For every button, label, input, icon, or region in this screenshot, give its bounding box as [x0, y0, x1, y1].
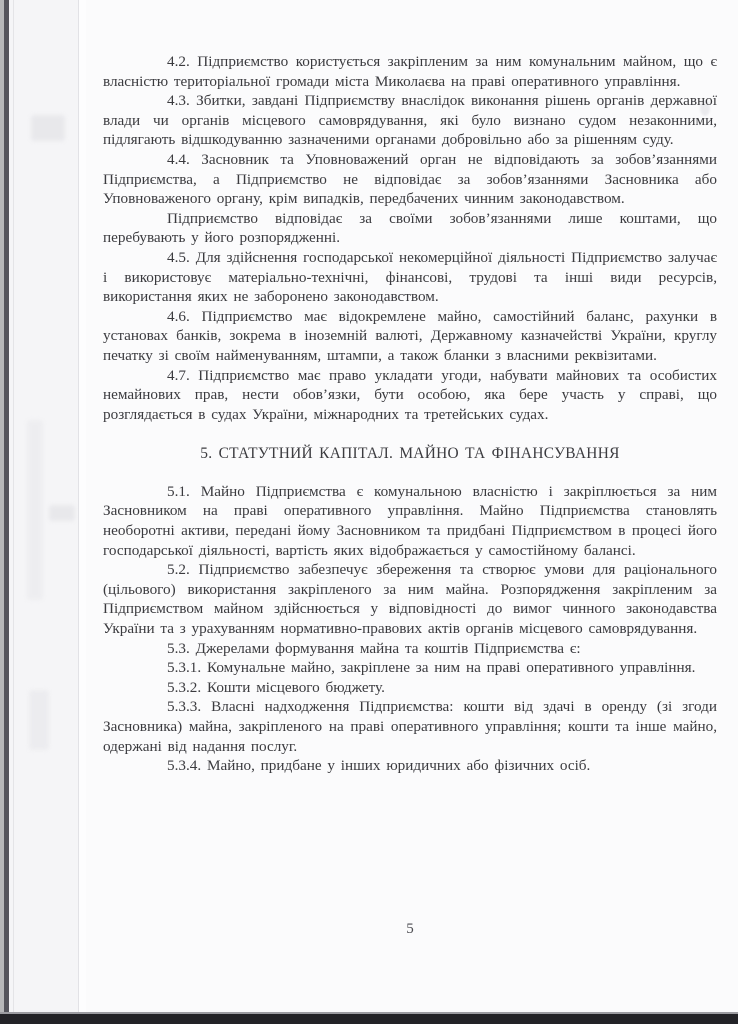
- document-paragraph: 4.3. Збитки, завдані Підприємству внаслідок виконання рішень органів державної влади чи органів місцевого самоврядування, які було визнано судом незаконними, підлягають відшкодуванню зазначеними органами добровільно або за рішенням суду.: [103, 92, 717, 149]
- underlying-page-edge: [9, 0, 78, 1024]
- page-number: 5: [406, 921, 414, 937]
- document-paragraph: 4.6. Підприємство має відокремлене майно, самостійний баланс, рахунки в установах банків, зокрема в іноземній валюті, Державному казначействі України, круглу печатку зі своїм найменуванням, штампи, а також бланки з власними реквізитами.: [103, 307, 717, 364]
- scan-artifact: [49, 505, 75, 521]
- document-paragraph: 5.3.1. Комунальне майно, закріплене за ним на праві оперативного управління.: [167, 659, 696, 677]
- document-paragraph: 5.3. Джерелами формування майна та коштів Підприємства є:: [167, 639, 581, 657]
- document-paragraph: 4.7. Підприємство має право укладати угоди, набувати майнових та особистих немайнових прав, нести обов’язки, бути особою, яка бере участь у справі, що розглядається в судах України, міжнародних та третейських судах.: [103, 366, 717, 423]
- document-body: [103, 52, 717, 776]
- document-paragraph: 4.2. Підприємство користується закріпленим за ним комунальним майном, що є власністю територіальної громади міста Миколаєва на праві оперативного управління.: [103, 53, 717, 90]
- page-fold-highlight: [79, 0, 86, 1024]
- document-paragraph: 5.2. Підприємство забезпечує збереження та створює умови для раціонального (цільового) використання закріпленого за ним майна. Розпорядження закріпленим за Підприємством майном здійснюється у відповідності до вимог чинного законодавства України та з урахуванням нормативно-правових актів органів місцевого самоврядування.: [103, 561, 717, 638]
- document-paragraph: 5.3.4. Майно, придбане у інших юридичних або фізичних осіб.: [167, 757, 591, 775]
- document-paragraph: 4.4. Засновник та Уповноважений орган не відповідають за зобов’язаннями Підприємства, а Підприємство не відповідає за зобов’язаннями Засновника або Уповноваженого органу, крім випадків, передбачених чинним законодавством.: [103, 150, 717, 208]
- charter-sections-4: [103, 52, 717, 424]
- charter-sections-5: [103, 482, 717, 776]
- document-paragraph: Підприємство відповідає за своїми зобов’язаннями лише коштами, що перебувають у його розпорядженні.: [103, 209, 717, 247]
- scan-artifact: [31, 115, 65, 141]
- scan-bottom-band: [0, 1014, 738, 1024]
- document-paragraph: 5.3.2. Кошти місцевого бюджету.: [167, 678, 385, 696]
- document-paragraph: 5.3.3. Власні надходження Підприємства: кошти від здачі в оренду (зі згоди Засновника) майна, закріпленого на праві оперативного управління; кошти та інше майно, одержані від надання послуг.: [103, 698, 717, 755]
- document-paragraph: 5.1. Майно Підприємства є комунальною власністю і закріплюється за ним Засновником на праві оперативного управління. Майно Підприємства становлять необоротні активи, передані йому Засновником та придбані Підприємством в процесі його господарської діяльності, вартість яких відображається у самостійному балансі.: [103, 482, 717, 559]
- page-edge-line: [13, 0, 14, 1024]
- scan-artifact: [27, 420, 43, 600]
- document-paragraph: 4.5. Для здійснення господарської некомерційної діяльності Підприємство залучає і використовує матеріально-технічні, фінансові, трудові та інші види ресурсів, використання яких не заборонено законодавством.: [103, 248, 717, 306]
- section-heading: 5. СТАТУТНИЙ КАПІТАЛ. МАЙНО ТА ФІНАНСУВАННЯ: [200, 445, 620, 463]
- scan-artifact: [29, 690, 49, 750]
